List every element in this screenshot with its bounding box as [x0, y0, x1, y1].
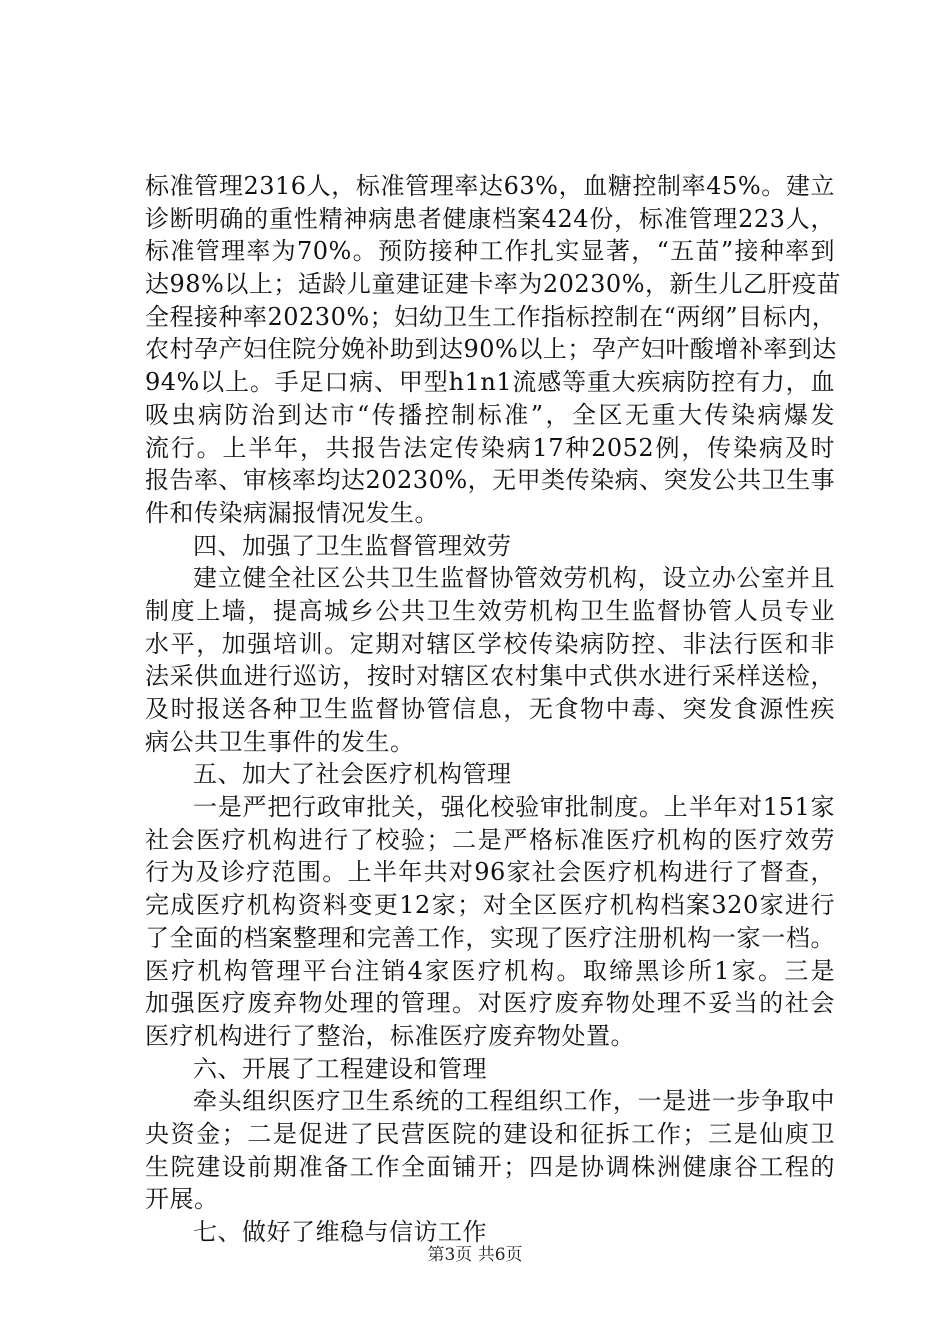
text-line: 七、做好了维稳与信访工作: [193, 1218, 487, 1246]
text-line: 医疗机构管理平台注销4家医疗机构。取缔黑诊所1家。三是: [145, 956, 835, 985]
text-line: 四、加强了卫生监督管理效劳: [193, 531, 512, 560]
text-line: 建立健全社区公共卫生监督协管效劳机构，设立办公室并且: [193, 564, 835, 593]
text-line: 行为及诊疗范围。上半年共对96家社会医疗机构进行了督查，: [145, 858, 835, 887]
text-line: 报告率、审核率均达20230%，无甲类传染病、突发公共卫生事: [145, 466, 836, 495]
text-line: 生院建设前期准备工作全面铺开；四是协调株洲健康谷工程的: [145, 1152, 835, 1181]
text-line: 法采供血进行巡访，按时对辖区农村集中式供水进行采样送检，: [145, 662, 835, 691]
text-line: 医疗机构进行了整治，标准医疗废弃物处置。: [145, 1021, 635, 1050]
text-line: 制度上墙，提高城乡公共卫生效劳机构卫生监督协管人员专业: [145, 596, 835, 625]
text-line: 加强医疗废弃物处理的管理。对医疗废弃物处理不妥当的社会: [145, 989, 835, 1018]
text-line: 94%以上。手足口病、甲型h1n1流感等重大疾病防控有力，血: [145, 368, 835, 397]
text-line: 一是严把行政审批关，强化校验审批制度。上半年对151家: [193, 793, 835, 822]
text-line: 件和传染病漏报情况发生。: [145, 498, 439, 527]
text-line: 六、开展了工程建设和管理: [193, 1054, 487, 1083]
text-line: 及时报送各种卫生监督协管信息，无食物中毒、突发食源性疾: [145, 695, 835, 723]
text-line: 农村孕产妇住院分娩补助到达90%以上；孕产妇叶酸增补率到达: [145, 335, 837, 364]
text-line: 吸虫病防治到达市“传播控制标准”，全区无重大传染病爆发: [145, 400, 835, 429]
text-line: 标准管理率为70%。预防接种工作扎实显著，“五苗”接种率到: [145, 237, 835, 266]
text-line: 流行。上半年，共报告法定传染病17种2052例，传染病及时: [145, 433, 835, 462]
text-line: 标准管理2316人，标准管理率达63%，血糖控制率45%。建立: [145, 172, 835, 200]
document-body: [145, 170, 841, 1249]
text-line: 开展。: [145, 1185, 219, 1214]
text-line: 完成医疗机构资料变更12家；对全区医疗机构档案320家进行: [145, 891, 835, 920]
text-line: 五、加大了社会医疗机构管理: [193, 760, 512, 789]
text-line: 诊断明确的重性精神病患者健康档案424份，标准管理223人，: [145, 204, 835, 233]
text-line: 牵头组织医疗卫生系统的工程组织工作，一是进一步争取中: [193, 1087, 835, 1116]
text-line: 水平，加强培训。定期对辖区学校传染病防控、非法行医和非: [145, 629, 835, 658]
text-line: 社会医疗机构进行了校验；二是严格标准医疗机构的医疗效劳: [145, 825, 835, 854]
text-line: 了全面的档案整理和完善工作，实现了医疗注册机构一家一档。: [145, 923, 835, 952]
text-line: 病公共卫生事件的发生。: [145, 727, 415, 756]
page-footer: 第3页 共6页: [427, 1245, 523, 1265]
text-line: 全程接种率20230%；妇幼卫生工作指标控制在“两纲”目标内，: [145, 302, 837, 331]
text-line: 央资金；二是促进了民营医院的建设和征拆工作；三是仙庾卫: [145, 1119, 835, 1148]
text-line: 达98%以上；适龄儿童建证建卡率为20230%，新生儿乙肝疫苗: [145, 270, 841, 299]
